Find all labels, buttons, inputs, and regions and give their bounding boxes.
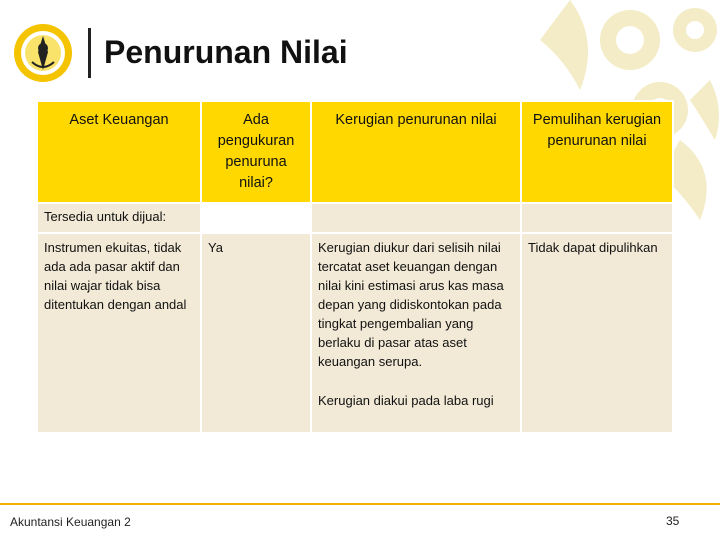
footer-course-name: Akuntansi Keuangan 2 xyxy=(10,515,131,529)
page-number: 35 xyxy=(666,514,680,528)
page-title: Penurunan Nilai xyxy=(104,34,348,70)
table-row xyxy=(37,233,673,433)
header-aset-keuangan: Aset Keuangan xyxy=(37,101,201,203)
university-emblem-icon xyxy=(12,22,74,84)
section-empty-cell xyxy=(521,203,673,233)
cell-kerugian xyxy=(311,233,521,433)
cell-ada: Ya xyxy=(201,233,311,433)
table-section-row xyxy=(37,203,673,233)
section-label: Tersedia untuk dijual: xyxy=(37,203,201,233)
title-divider xyxy=(88,28,91,78)
section-empty-cell xyxy=(201,203,311,233)
header-pemulihan: Pemulihan kerugian penurunan nilai xyxy=(521,101,673,203)
table-header-row xyxy=(37,101,673,203)
cell-kerugian-text-1: Kerugian diukur dari selisih nilai tercatat aset keuangan dengan nilai kini estimasi arus kas masa depan yang didiskontokan pada tingkat pengembalian yang berlaku di pasar atas aset keuangan serupa. xyxy=(318,240,504,369)
header-kerugian: Kerugian penurunan nilai xyxy=(311,101,521,203)
cell-kerugian-text-2: Kerugian diakui pada laba rugi xyxy=(318,393,494,408)
cell-aset: Instrumen ekuitas, tidak ada ada pasar aktif dan nilai wajar tidak bisa ditentukan dengan andal xyxy=(37,233,201,433)
impairment-table xyxy=(36,100,674,434)
cell-pemulihan: Tidak dapat dipulihkan xyxy=(521,233,673,433)
footer-divider xyxy=(0,503,720,505)
header-ada-pengukuran: Ada pengukuran penuruna nilai? xyxy=(201,101,311,203)
section-empty-cell xyxy=(311,203,521,233)
